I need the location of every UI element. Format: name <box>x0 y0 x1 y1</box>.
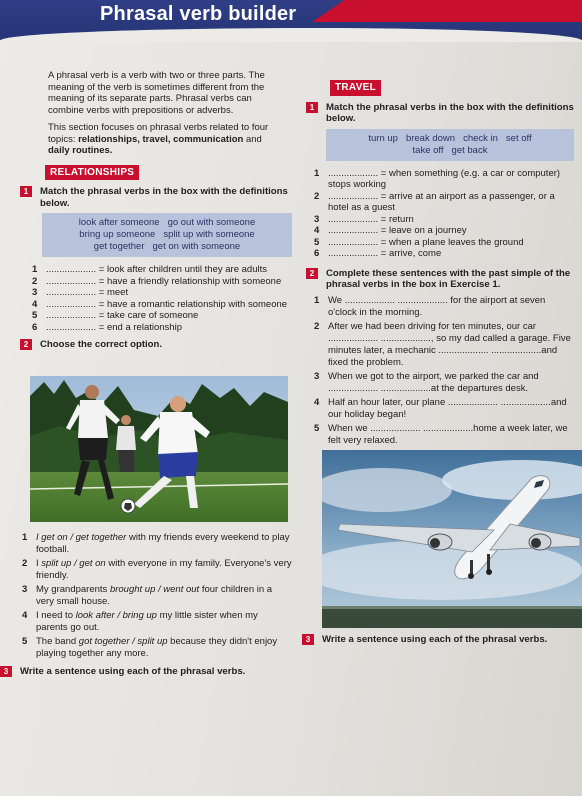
travel-ex2-list <box>314 295 576 447</box>
relationships-ex3-heading <box>0 666 290 677</box>
box-verb: take off <box>412 144 444 156</box>
item-text <box>36 636 292 660</box>
list-item <box>306 248 568 260</box>
intro-paragraph-1: A phrasal verb is a verb with two or three parts. The meaning of the verb is sometimes different from the meaning of its separate parts. Phrasal verbs can combine verbs with prepositions or adverbs. <box>48 70 265 116</box>
intro-and: and <box>243 133 262 145</box>
item-text: When we got to the airport, we parked the car and ................... ...................at the departures desk. <box>328 370 539 394</box>
item-rest: my little sister when my parents go out. <box>36 610 258 633</box>
header-accent <box>312 0 582 22</box>
section-tag-relationships: RELATIONSHIPS <box>45 165 139 181</box>
item-text: ................... = leave on a journey <box>328 225 467 236</box>
item-number: 2 <box>22 558 28 569</box>
box-line <box>48 241 286 253</box>
item-number: 2 <box>314 320 320 332</box>
list-item <box>314 321 576 369</box>
item-text <box>36 584 292 608</box>
item-text: ................... = have a romantic relationship with someone <box>46 298 288 310</box>
list-item <box>24 322 289 334</box>
item-rest: with my friends every weekend to play football. <box>36 532 290 555</box>
travel-ex2-heading <box>306 268 578 291</box>
intro-p2-lead: This section focuses on phrasal verbs related to four topics: <box>48 122 269 145</box>
item-number: 1 <box>32 264 38 275</box>
exercise-number: 1 <box>306 102 318 113</box>
intro-topic-last: daily routines. <box>48 145 113 156</box>
item-text: ................... = arrive at an airport as a passenger, or a hotel as a guest <box>328 190 555 213</box>
item-number: 5 <box>314 236 320 248</box>
item-rest: with everyone in my family. Everyone's very friendly. <box>36 558 292 581</box>
exercise-number: 3 <box>302 634 314 645</box>
item-number: 3 <box>314 213 320 225</box>
travel-ex3-heading <box>302 634 577 645</box>
list-item <box>306 191 568 214</box>
airplane-image <box>322 450 582 628</box>
item-text <box>36 532 292 556</box>
option-pair: got together / split up <box>78 636 168 647</box>
relationships-ex2-heading <box>20 339 310 351</box>
list-item <box>314 295 576 319</box>
item-text <box>36 558 292 582</box>
list-item <box>24 287 289 299</box>
list-item <box>22 610 292 634</box>
item-number: 1 <box>314 294 320 306</box>
airplane-photo <box>322 450 582 628</box>
list-item <box>22 584 292 608</box>
exercise-instruction: Write a sentence using each of the phrasal verbs. <box>20 666 246 677</box>
box-verb: break down <box>405 132 456 144</box>
item-rest: because they didn't enjoy playing together any more. <box>36 636 278 659</box>
box-verb: bring up someone <box>79 229 156 240</box>
box-line <box>332 133 568 145</box>
option-pair: look after / bring up <box>75 610 157 621</box>
box-verb: get together <box>93 241 145 252</box>
exercise-instruction: Complete these sentences with the past simple of the phrasal verbs in the box in Exercise 1. <box>326 267 571 290</box>
item-number: 6 <box>314 248 320 259</box>
item-number: 4 <box>22 610 28 621</box>
list-item <box>22 558 292 582</box>
exercise-number: 3 <box>0 666 12 677</box>
item-number: 2 <box>314 190 320 202</box>
item-number: 3 <box>32 287 38 298</box>
item-number: 5 <box>22 636 28 647</box>
item-number: 4 <box>32 298 38 310</box>
exercise-instruction: Write a sentence using each of the phrasal verbs. <box>322 634 548 645</box>
relationships-verb-box <box>42 213 292 257</box>
item-lead: The band <box>36 636 79 647</box>
list-item <box>24 310 289 322</box>
list-item <box>314 371 576 395</box>
option-pair: brought up / went out <box>109 584 200 595</box>
list-item <box>306 168 568 191</box>
left-column <box>20 70 310 355</box>
option-pair: split up / get on <box>41 558 106 569</box>
item-number: 2 <box>32 275 38 287</box>
item-text: ................... = take care of someone <box>46 310 199 321</box>
football-players-image <box>30 376 288 522</box>
intro-paragraph-2 <box>48 122 275 157</box>
item-number: 4 <box>314 396 320 408</box>
exercise-instruction: Match the phrasal verbs in the box with the definitions below. <box>326 101 574 124</box>
list-item <box>24 264 289 276</box>
item-rest: four children in a very small house. <box>36 584 273 607</box>
section-tag-travel: TRAVEL <box>330 80 381 96</box>
item-text: When we ................... ...................home a week later, we felt very relaxed. <box>328 422 568 446</box>
list-item <box>22 532 292 556</box>
list-item <box>22 636 292 660</box>
page-title: Phrasal verb builder <box>100 3 297 25</box>
item-lead: My grandparents <box>36 584 110 595</box>
box-verb: turn up <box>368 132 398 144</box>
box-verb: split up with someone <box>163 229 255 240</box>
box-verb: go out with someone <box>167 217 256 228</box>
exercise-instruction: Match the phrasal verbs in the box with the definitions below. <box>40 186 288 209</box>
box-verb: look after someone <box>78 217 160 228</box>
travel-verb-box <box>326 129 574 161</box>
item-number: 1 <box>314 167 320 179</box>
item-lead: I need to <box>36 610 76 621</box>
box-verb: check in <box>463 132 498 144</box>
box-line <box>332 145 568 157</box>
travel-match-list <box>306 168 568 260</box>
list-item <box>24 276 289 288</box>
item-text: ................... = arrive, come <box>328 248 442 259</box>
box-line <box>48 217 286 229</box>
item-number: 4 <box>314 225 320 236</box>
list-item <box>314 423 576 447</box>
relationships-ex2-list <box>22 532 292 662</box>
box-verb: set off <box>505 132 532 144</box>
item-number: 5 <box>314 422 320 434</box>
list-item <box>314 397 576 421</box>
box-line <box>48 229 286 241</box>
list-item <box>306 225 568 237</box>
box-verb: get back <box>451 144 488 156</box>
intro-topics: relationships, travel, communication <box>78 133 244 145</box>
item-text: ................... = look after children until they are adults <box>46 264 267 275</box>
item-number: 1 <box>22 532 28 543</box>
relationships-ex1-heading <box>20 186 310 209</box>
item-number: 3 <box>314 370 320 382</box>
item-text <box>36 610 292 634</box>
exercise-instruction: Choose the correct option. <box>40 339 163 350</box>
item-text: ................... = end a relationship <box>46 321 182 333</box>
item-text: Half an hour later, our plane ................... ...................and our holiday began! <box>328 396 567 420</box>
item-text: ................... = have a friendly relationship with someone <box>46 275 282 287</box>
travel-ex1-heading <box>306 102 578 125</box>
item-lead: I <box>36 558 42 569</box>
item-text: ................... = meet <box>46 287 129 298</box>
box-verb: get on with someone <box>152 241 241 252</box>
relationships-match-list <box>24 264 289 333</box>
item-text: After we had been driving for ten minutes, our car ................... ..................., so my dad called a garage. Five minutes later, a mechanic ................... ...................and fixed the problem. <box>328 320 571 368</box>
option-pair: I get on / get together <box>36 532 127 543</box>
football-photo <box>30 376 288 522</box>
item-number: 5 <box>32 310 38 321</box>
item-number: 6 <box>32 321 38 333</box>
list-item <box>306 214 568 226</box>
list-item <box>306 237 568 249</box>
exercise-number: 2 <box>306 268 318 279</box>
item-text: We ................... ................... for the airport at seven o'clock in the morning. <box>328 294 546 318</box>
exercise-number: 2 <box>20 339 32 350</box>
item-number: 3 <box>22 584 28 595</box>
intro <box>20 70 275 157</box>
item-text: ................... = return <box>328 213 414 225</box>
exercise-number: 1 <box>20 186 32 197</box>
list-item <box>24 299 289 311</box>
right-column <box>306 78 578 449</box>
item-text: ................... = when a plane leaves the ground <box>328 236 524 248</box>
item-text: ................... = when something (e.g. a car or computer) stops working <box>328 167 561 190</box>
